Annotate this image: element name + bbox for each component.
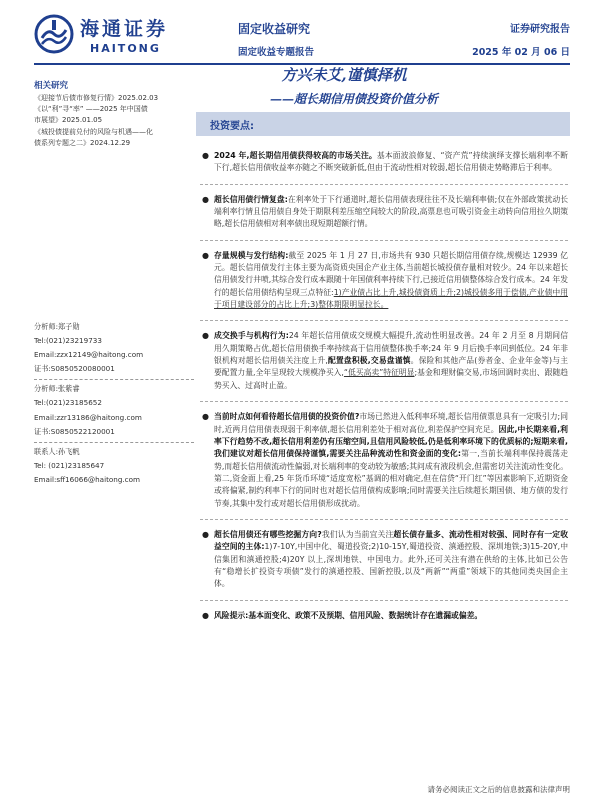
bullet-investment-value <box>200 411 568 510</box>
related-item[interactable]: 债系列专题之二》2024.12.29 <box>34 138 131 147</box>
report-category: 固定收益研究 <box>238 22 311 36</box>
bullet-underlined-text: 1)产业债占比上升,城投债資质上升;2)城投债多用于偿债,产业债中用于项目建设部分的占比上升;3)整体期限明显拉长。 <box>214 287 568 310</box>
bullet-lead: 存量规模与发行结构: <box>214 250 289 260</box>
bullet-bold-text: 因此,中长期来看,利率下行趋势不改,超长信用利差仍有压缩空间,且信用风险较低,仍是低利率环境下的优质标的;短期来看,我们建议对超长信用债保持谨慎,需要关注品种流动性和资金面的变化: <box>214 424 568 459</box>
related-item[interactable]: 《迎接节后债市修复行情》2025.02.03 <box>34 94 159 102</box>
bullet-lead: 超长信用债行情复盘: <box>214 194 288 204</box>
bullet-dot-icon: ● <box>202 194 209 204</box>
bullet-text: 1)7-10Y,中国中化、蜀道投资;2)10-15Y,蜀道投资、滇通控股、深圳地铁;3)15-20Y,中信集团和滇通控股;4)20Y 以上,深圳地铁、中国电力。此外,还可关注有潜在供给的主体,比如已公告有“稳增长扩投资专项债”发行的滇通控股、国新控股,以及“两新”“两重”领域下的其他同类央国企主体。 <box>214 542 568 589</box>
related-research-heading: 相关研究 <box>34 81 69 91</box>
bullet-bold-text: 超长债存量多、流动性相对较强、同时存有一定收益空间的主体: <box>214 529 569 552</box>
haitong-logo <box>34 12 184 58</box>
bullet-text: 我们认为当前宜关注 <box>321 529 394 539</box>
analyst-contacts <box>34 320 194 487</box>
logo-chinese-name: 海通证券 <box>80 18 169 40</box>
report-date: 2025 年 02 月 06 日 <box>472 47 570 58</box>
analyst-email[interactable]: Email:zzx12149@haitong.com <box>34 350 144 360</box>
bullet-dot-icon: ● <box>202 151 209 160</box>
analyst-tel: Tel:(021)23219733 <box>34 336 102 346</box>
logo-english-name: HAITONG <box>90 42 161 55</box>
bullet-dot-icon: ● <box>202 331 209 341</box>
analyst-name: 分析师:郑子勋 <box>34 322 80 331</box>
bullet-text: 截至 2025 年 1 月 27 日,市场共有 930 只超长期信用债存续,规模达 12939 亿元。超长信用债发行主体主要为高资质央国企产业主体,当前超长城投债存量相对较少。24 年以来超长信用债发行井喷,其综合发行成本跟随十年国债利率持续下行,已接近信用债整体综合发行成本。24 年发行的超长信用债结构呈现三点特征: <box>214 250 568 297</box>
analyst-cert: 证书:S0850522120001 <box>34 426 115 436</box>
bullet-text: 市场已然进入低利率环境,超长信用债票息具有一定吸引力;同时,近两月信用债表现弱于利率债,超长信用利差处于相对高位,利差保护空间充足。 <box>214 412 568 434</box>
analyst-name: 分析师:张紫睿 <box>34 384 80 394</box>
bullet-lead: 2024 年,超长期信用债获得较高的市场关注。 <box>214 151 377 160</box>
key-points-heading: 投资要点: <box>210 121 254 132</box>
key-points-content <box>200 150 568 631</box>
bullet-text: 在利率处于下行通道时,超长信用债表现往往不及长端利率债;仅在外部政策扰动长端利率行情且信用债自身处于期限利差压缩空间较大的阶段,高票息也可吸引资金主动转向信用拉久期策略,超长信用债相对利率债出现短期超额行情。 <box>214 194 568 229</box>
bullet-divider <box>200 240 568 241</box>
bullet-divider <box>200 519 568 520</box>
contact-name: 联系人:孙飞帆 <box>34 446 80 456</box>
bullet-divider <box>200 320 568 321</box>
bullet-divider <box>200 401 568 402</box>
analyst-tel: Tel:(021)23185652 <box>34 398 102 408</box>
bullet-issuance-structure <box>200 250 568 312</box>
bullet-text: 基本面波浪修复、“资产荒”持续演绎支撑长端利率不断下行,超长信用债收益率亦随之不断突破新低,但由于流动性相对较弱,超长信用债走势略滞后于利率。 <box>214 151 569 173</box>
bullet-trading-behavior <box>200 330 568 392</box>
bullet-divider <box>200 184 568 185</box>
report-subcategory: 固定收益专题报告 <box>238 47 315 58</box>
bullet-lead: 超长信用债还有哪些挖掘方向? <box>214 529 322 539</box>
bullet-text: 第一,当前长端利率保持震荡走势,而超长信用债流动性偏弱,对长端利率的变动较为敏感;其问成有液段机会,但需密切关注流动性变化。第二,资金面上看,25 年货币环境“适度宽松”基调的相对确定,但在信贷“开门红”等因素影响下,近期资金或将偏紧,制约利率下行的同时也对超长信用债构成影响;同时需要关注后续超长期国债、地方债的发行节奏,其集中发行或对超长信用债形成扰动。 <box>214 449 569 508</box>
bullet-dot-icon: ● <box>202 412 209 422</box>
bullet-lead: 风险提示: <box>214 610 249 620</box>
bullet-bold-text: 基本面变化、政策不及预期、信用风险、数据统计存在遗漏或偏差。 <box>248 610 483 620</box>
bullet-dot-icon: ● <box>202 529 209 539</box>
contact-email[interactable]: Email:sff16066@haitong.com <box>34 474 141 484</box>
bullet-opportunities <box>200 529 568 591</box>
bullet-underlined-text: “低买高卖”特征明显 <box>343 368 415 378</box>
bullet-market-review <box>200 194 568 231</box>
report-title: 方兴未艾,谨慎择机 <box>281 66 407 84</box>
analyst-email[interactable]: Email:zzr13186@haitong.com <box>34 412 142 422</box>
related-research-list <box>34 93 194 149</box>
bullet-market-attention <box>200 150 568 175</box>
analyst-divider <box>34 379 194 380</box>
bullet-lead: 当前时点如何看待超长信用债的投资价值? <box>214 412 360 422</box>
related-item[interactable]: 市展望》2025.01.05 <box>34 116 103 125</box>
related-item[interactable]: 《城投债提前兑付的风险与机遇——化 <box>34 127 153 136</box>
bullet-dot-icon: ● <box>202 610 209 620</box>
bullet-risk-warning <box>200 610 568 622</box>
report-subtitle: ——超长期信用债投资价值分析 <box>270 92 439 106</box>
bullet-dot-icon: ● <box>202 250 209 260</box>
bullet-bold-text: 配置盘积极,交易盘谨慎 <box>327 356 411 366</box>
analyst-divider <box>34 442 194 443</box>
bullet-text: 24 年超长信用债成交规模大幅提升,流动性明显改善。24 年 2 月至 8 月期间信用久期策略占优,超长信用债换手率持续高于信用债整体换手率;24 年 9 月后换手率回到低位。24 年非银机构对超长信用债关注度上升, <box>214 331 568 366</box>
contact-tel: Tel: (021)23185647 <box>34 460 105 470</box>
disclaimer-footer: 请务必阅读正文之后的信息披露和法律声明 <box>427 785 570 794</box>
bullet-divider <box>200 600 568 601</box>
report-type: 证券研究报告 <box>510 24 570 35</box>
haitong-emblem-icon <box>34 14 74 54</box>
bullet-text: ;基金和理财偏交易,市场回调时卖出、跟随趋势买入、过高时止盈。 <box>214 368 568 390</box>
related-item[interactable]: 《以“利”寻“率” ——2025 年中国债 <box>34 105 148 114</box>
bullet-text: 。保险和其他产品(券者金、企业年金等)与主要配置力量,全年呈现较大规模净买入, <box>214 356 568 378</box>
analyst-cert: 证书:S0850520080001 <box>34 364 115 374</box>
bullet-lead: 成交换手与机构行为: <box>214 331 289 341</box>
